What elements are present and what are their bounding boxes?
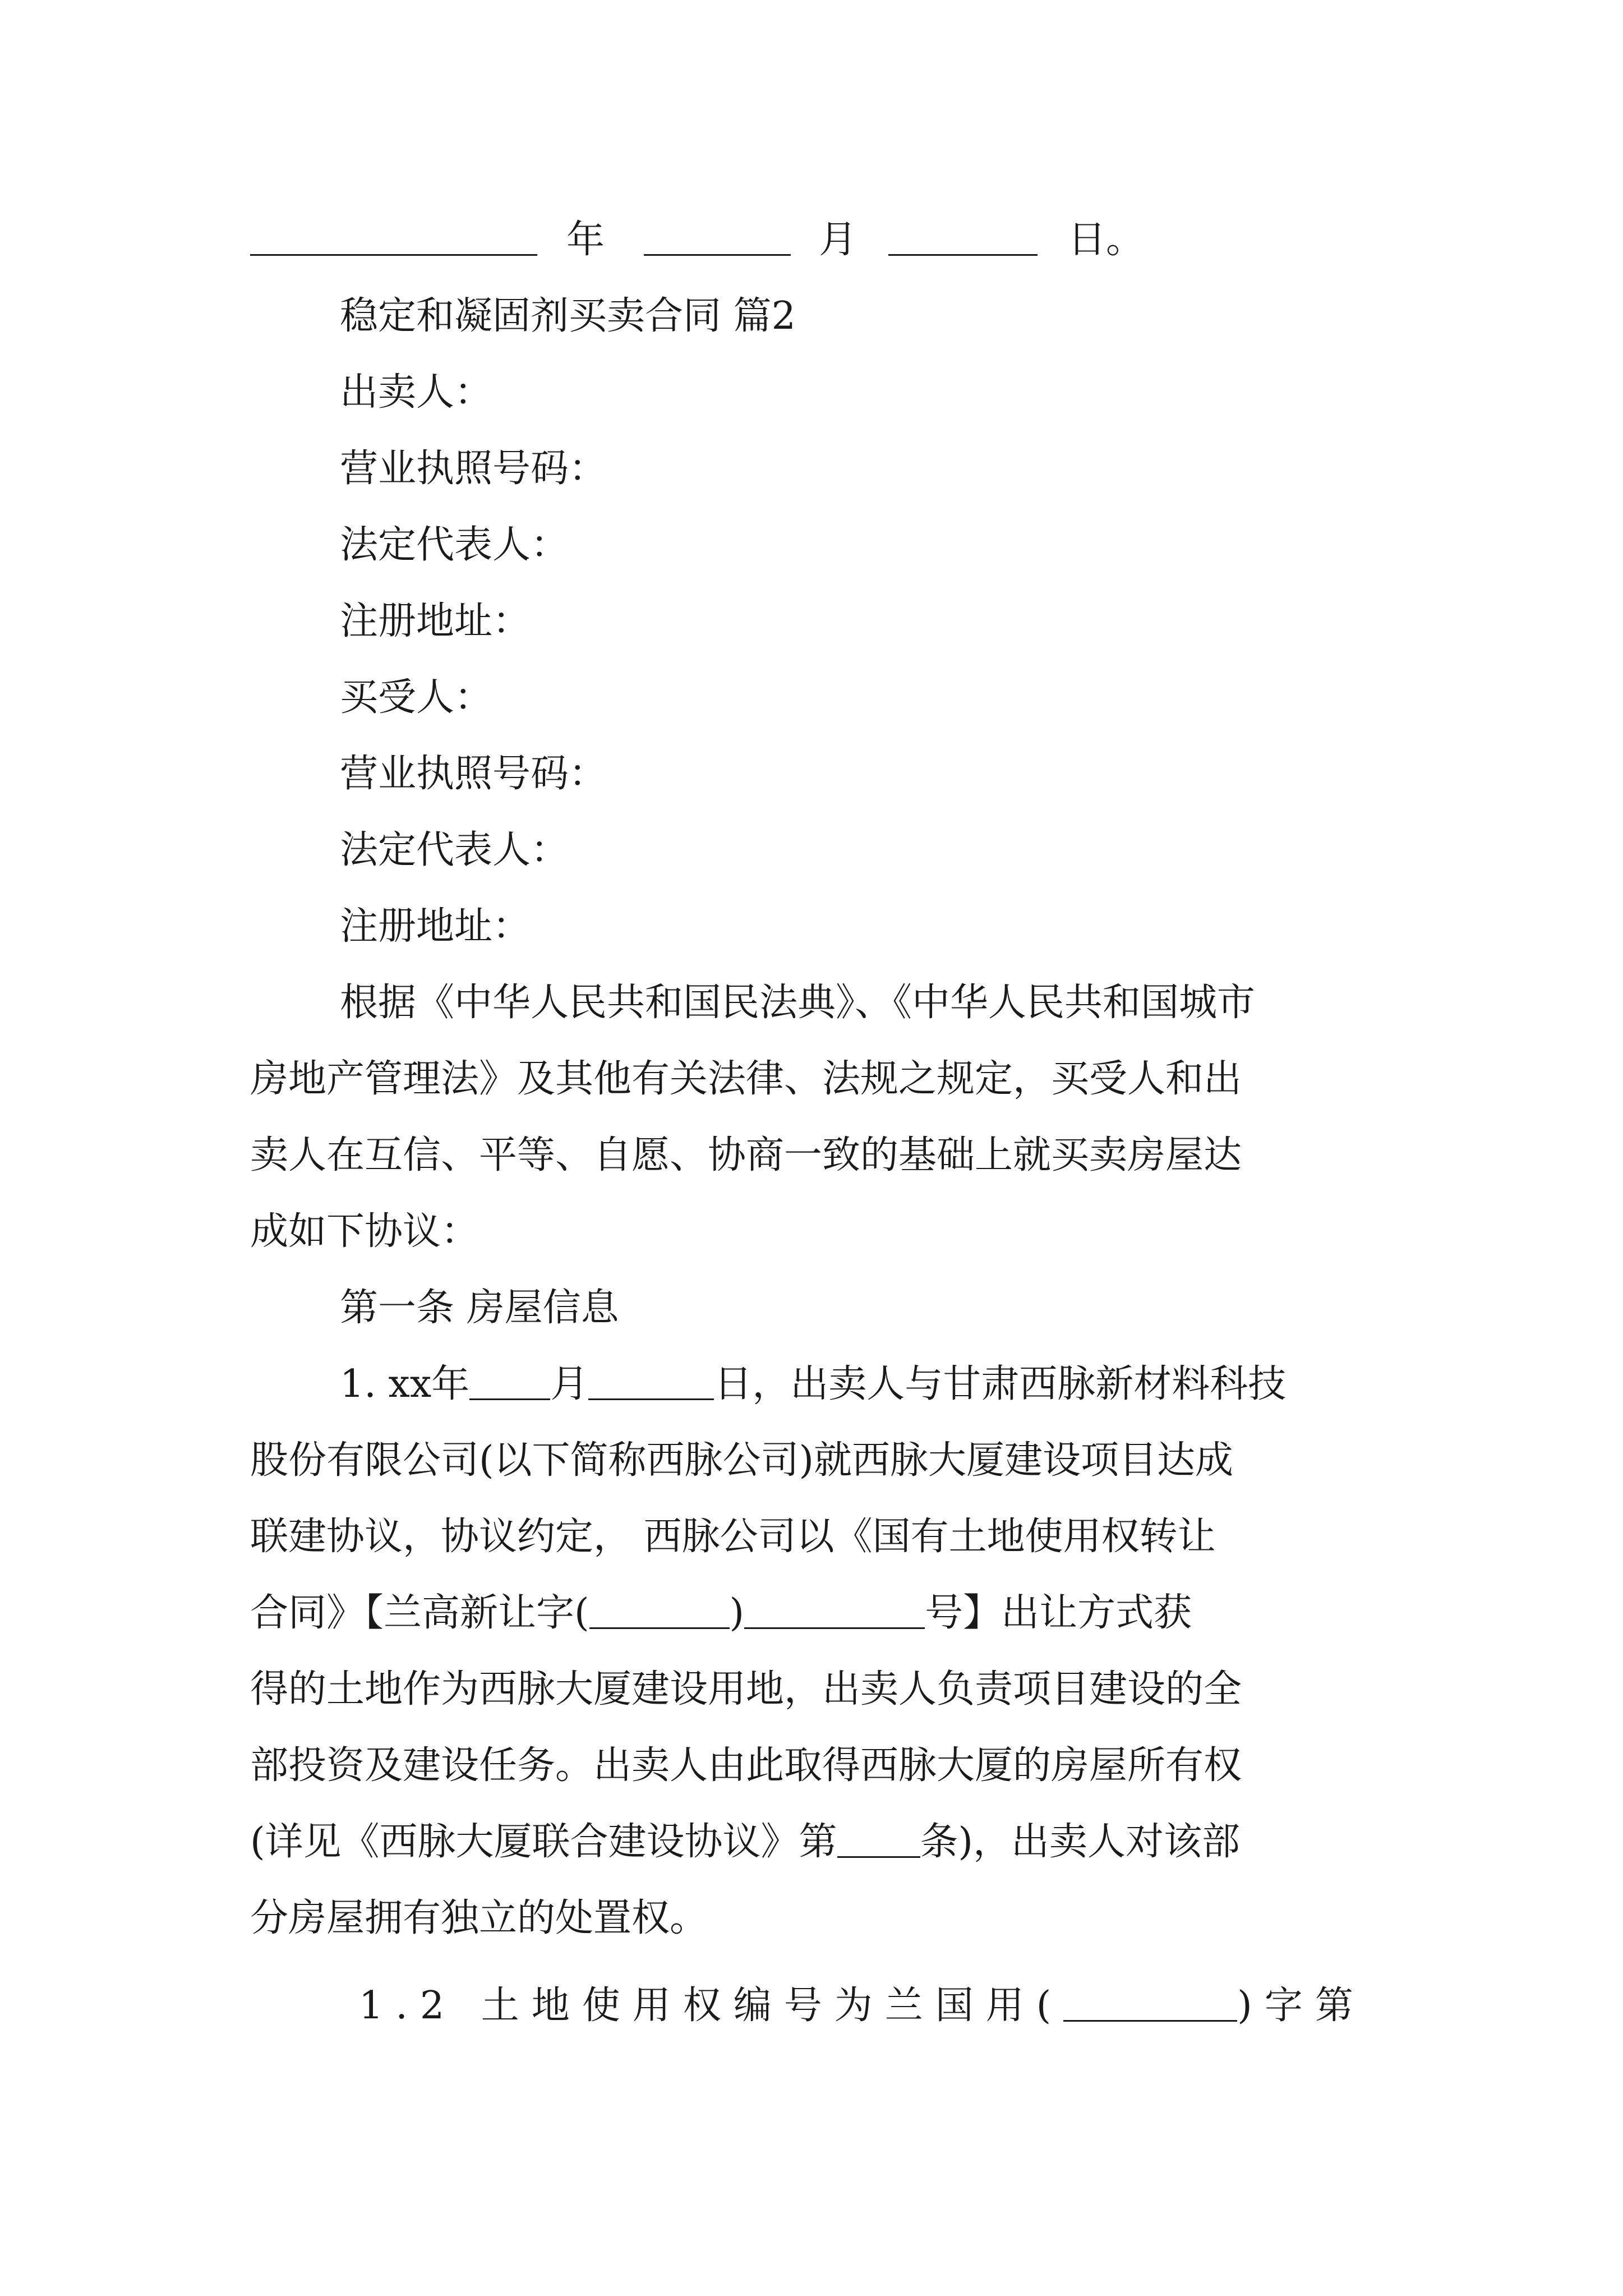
article-1-para-1-line-8: 分房屋拥有独立的处置权。 <box>250 1896 708 1940</box>
transfer-method-text: 号】出让方式获 <box>925 1591 1192 1635</box>
paren-close: ) <box>729 1591 745 1635</box>
agreement-ref-text: (详见《西脉大厦联合建设协议》第 <box>250 1820 837 1864</box>
article-1-para-2-line-1 <box>0 1978 1623 2034</box>
day-label: 日。 <box>1068 218 1145 262</box>
year-blank <box>250 220 537 256</box>
buyer-legal-rep-label: 法定代表人： <box>340 828 569 872</box>
land-use-text: 1.2 土地使用权编号为兰国用( <box>359 1984 1064 2028</box>
seller-address-label: 注册地址： <box>340 599 531 643</box>
month-blank <box>644 220 791 256</box>
clause-number-blank <box>837 1823 920 1858</box>
seller-legal-rep-label: 法定代表人： <box>340 523 569 567</box>
article-1-para-1-line-5: 得的土地作为西脉大厦建设用地，出卖人负责项目建设的全 <box>250 1667 1242 1711</box>
month-label: 月 <box>819 218 857 262</box>
preamble-line-2: 房地产管理法》及其他有关法律、法规之规定，买受人和出 <box>250 1057 1242 1101</box>
land-use-suffix: )字第 <box>1237 1984 1366 2028</box>
contract-year-blank <box>589 1594 730 1629</box>
day-blank-2 <box>588 1365 714 1400</box>
seller-label: 出卖人： <box>340 370 493 415</box>
buyer-label: 买受人： <box>340 675 493 720</box>
article-1-para-1-line-7 <box>0 1814 1623 1870</box>
seller-license-label: 营业执照号码： <box>340 447 607 491</box>
article-1-para-1-line-4 <box>0 1585 1623 1641</box>
date-year-text: 1. xx年 <box>340 1362 470 1406</box>
preamble-line-1: 根据《中华人民共和国民法典》、《中华人民共和国城市 <box>340 981 1256 1025</box>
date-line <box>0 212 1623 268</box>
article-1-title: 第一条 房屋信息 <box>340 1286 619 1330</box>
month-blank-2 <box>469 1365 550 1400</box>
preamble-line-3: 卖人在互信、平等、自愿、协商一致的基础上就买卖房屋达 <box>250 1133 1242 1177</box>
disposal-right-text: 条)，出卖人对该部 <box>920 1820 1241 1864</box>
buyer-address-label: 注册地址： <box>340 904 531 949</box>
year-label: 年 <box>566 218 605 262</box>
month-text: 月 <box>550 1362 589 1406</box>
agreement-text: 日，出卖人与甘肃西脉新材料科技 <box>714 1362 1287 1406</box>
article-1-para-1-line-2: 股份有限公司(以下简称西脉公司)就西脉大厦建设项目达成 <box>250 1438 1234 1483</box>
article-1-para-1-line-6: 部投资及建设任务。出卖人由此取得西脉大厦的房屋所有权 <box>250 1743 1242 1788</box>
article-1-para-1-line-3: 联建协议，协议约定， 西脉公司以《国有土地使用权转让 <box>250 1515 1216 1559</box>
day-blank <box>888 220 1038 256</box>
preamble-line-4: 成如下协议： <box>250 1209 479 1254</box>
land-use-blank <box>1063 1986 1237 2022</box>
buyer-license-label: 营业执照号码： <box>340 752 607 796</box>
section-heading: 稳定和凝固剂买卖合同 篇2 <box>340 294 796 338</box>
contract-number-blank <box>744 1594 925 1629</box>
article-1-para-1-line-1 <box>0 1356 1623 1412</box>
contract-ref-text: 合同》【兰高新让字( <box>250 1591 589 1635</box>
